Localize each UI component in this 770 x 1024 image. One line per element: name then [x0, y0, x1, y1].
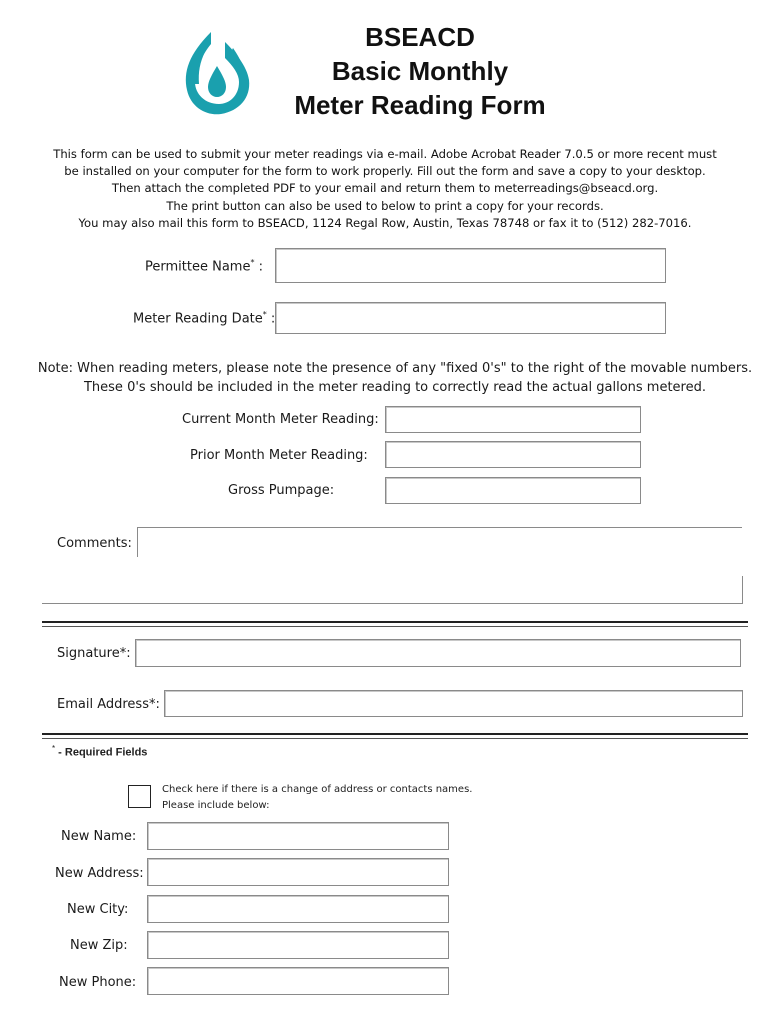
comments-label: Comments: [57, 536, 132, 551]
new-zip-input[interactable] [148, 932, 448, 958]
section-divider-top-thin [42, 626, 748, 627]
prior-month-reading-input[interactable] [386, 442, 640, 467]
section-divider-top [42, 621, 748, 623]
comments-input[interactable] [138, 528, 742, 557]
new-address-label: New Address: [55, 866, 144, 881]
new-address-field[interactable] [147, 858, 449, 886]
form-title [250, 20, 590, 122]
new-phone-input[interactable] [148, 968, 448, 994]
current-month-reading-input[interactable] [386, 407, 640, 432]
intro-line-5: You may also mail this form to BSEACD, 1124 Regal Row, Austin, Texas 78748 or fax it to (512) 282-7016. [78, 215, 692, 230]
new-city-input[interactable] [148, 896, 448, 922]
intro-line-1: This form can be used to submit your meter readings via e-mail. Adobe Acrobat Reader 7.0.5 or more recent must [53, 147, 717, 161]
comments-field-edge [740, 576, 743, 604]
new-name-field[interactable] [147, 822, 449, 850]
meter-reading-date-field[interactable] [275, 302, 666, 334]
meter-reading-date-label: Meter Reading Date* : [133, 310, 276, 327]
prior-month-reading-field[interactable] [385, 441, 641, 468]
permittee-name-label: Permittee Name* : [145, 258, 263, 275]
intro-line-2: be installed on your computer for the form to work properly. Fill out the form and save a copy to your desktop. [64, 164, 706, 179]
gross-pumpage-field[interactable] [385, 477, 641, 504]
new-address-input[interactable] [148, 859, 448, 885]
current-month-reading-label: Current Month Meter Reading: [182, 412, 379, 427]
intro-instructions [20, 146, 750, 232]
gross-pumpage-label: Gross Pumpage: [228, 483, 335, 498]
signature-label: Signature*: [57, 646, 131, 661]
current-month-reading-field[interactable] [385, 406, 641, 433]
new-phone-field[interactable] [147, 967, 449, 995]
fixed-zeros-note [20, 359, 770, 397]
new-name-label: New Name: [61, 829, 137, 844]
permittee-name-field[interactable] [275, 248, 666, 283]
note-line-1: Note: When reading meters, please note the presence of any "fixed 0's" to the right of the movable numbers. [37, 361, 753, 376]
required-fields-legend: * - Required Fields [52, 744, 148, 759]
email-address-label: Email Address*: [57, 697, 160, 712]
new-zip-field[interactable] [147, 931, 449, 959]
change-of-address-checkbox[interactable] [128, 785, 151, 808]
intro-line-4: The print button can also be used to below to print a copy for your records. [166, 198, 604, 213]
new-name-input[interactable] [148, 823, 448, 849]
title-line-1: BSEACD [365, 22, 475, 52]
meter-reading-date-input[interactable] [276, 303, 665, 333]
note-line-2: These 0's should be included in the meter reading to correctly read the actual gallons metered. [83, 380, 706, 395]
permittee-name-input[interactable] [276, 249, 665, 282]
email-address-field[interactable] [164, 690, 743, 717]
new-city-label: New City: [67, 902, 129, 917]
section-divider-bottom-thin [42, 738, 748, 739]
title-line-2: Basic Monthly [331, 56, 509, 86]
signature-input[interactable] [136, 640, 740, 666]
new-phone-label: New Phone: [59, 975, 137, 990]
comments-field-bottom [42, 603, 743, 604]
prior-month-reading-label: Prior Month Meter Reading: [190, 448, 368, 463]
comments-field[interactable] [137, 527, 742, 557]
change-line-2: Please include below: [162, 800, 270, 811]
signature-field[interactable] [135, 639, 741, 667]
email-address-input[interactable] [165, 691, 742, 716]
water-drop-hand-logo-icon [181, 28, 253, 118]
change-line-1: Check here if there is a change of address or contacts names. [162, 784, 473, 795]
gross-pumpage-input[interactable] [386, 478, 640, 503]
change-of-address-text [162, 782, 472, 814]
title-line-3: Meter Reading Form [294, 90, 546, 120]
new-zip-label: New Zip: [70, 938, 128, 953]
new-city-field[interactable] [147, 895, 449, 923]
intro-line-3: Then attach the completed PDF to your email and return them to meterreadings@bseacd.org. [111, 181, 659, 196]
section-divider-bottom [42, 733, 748, 735]
